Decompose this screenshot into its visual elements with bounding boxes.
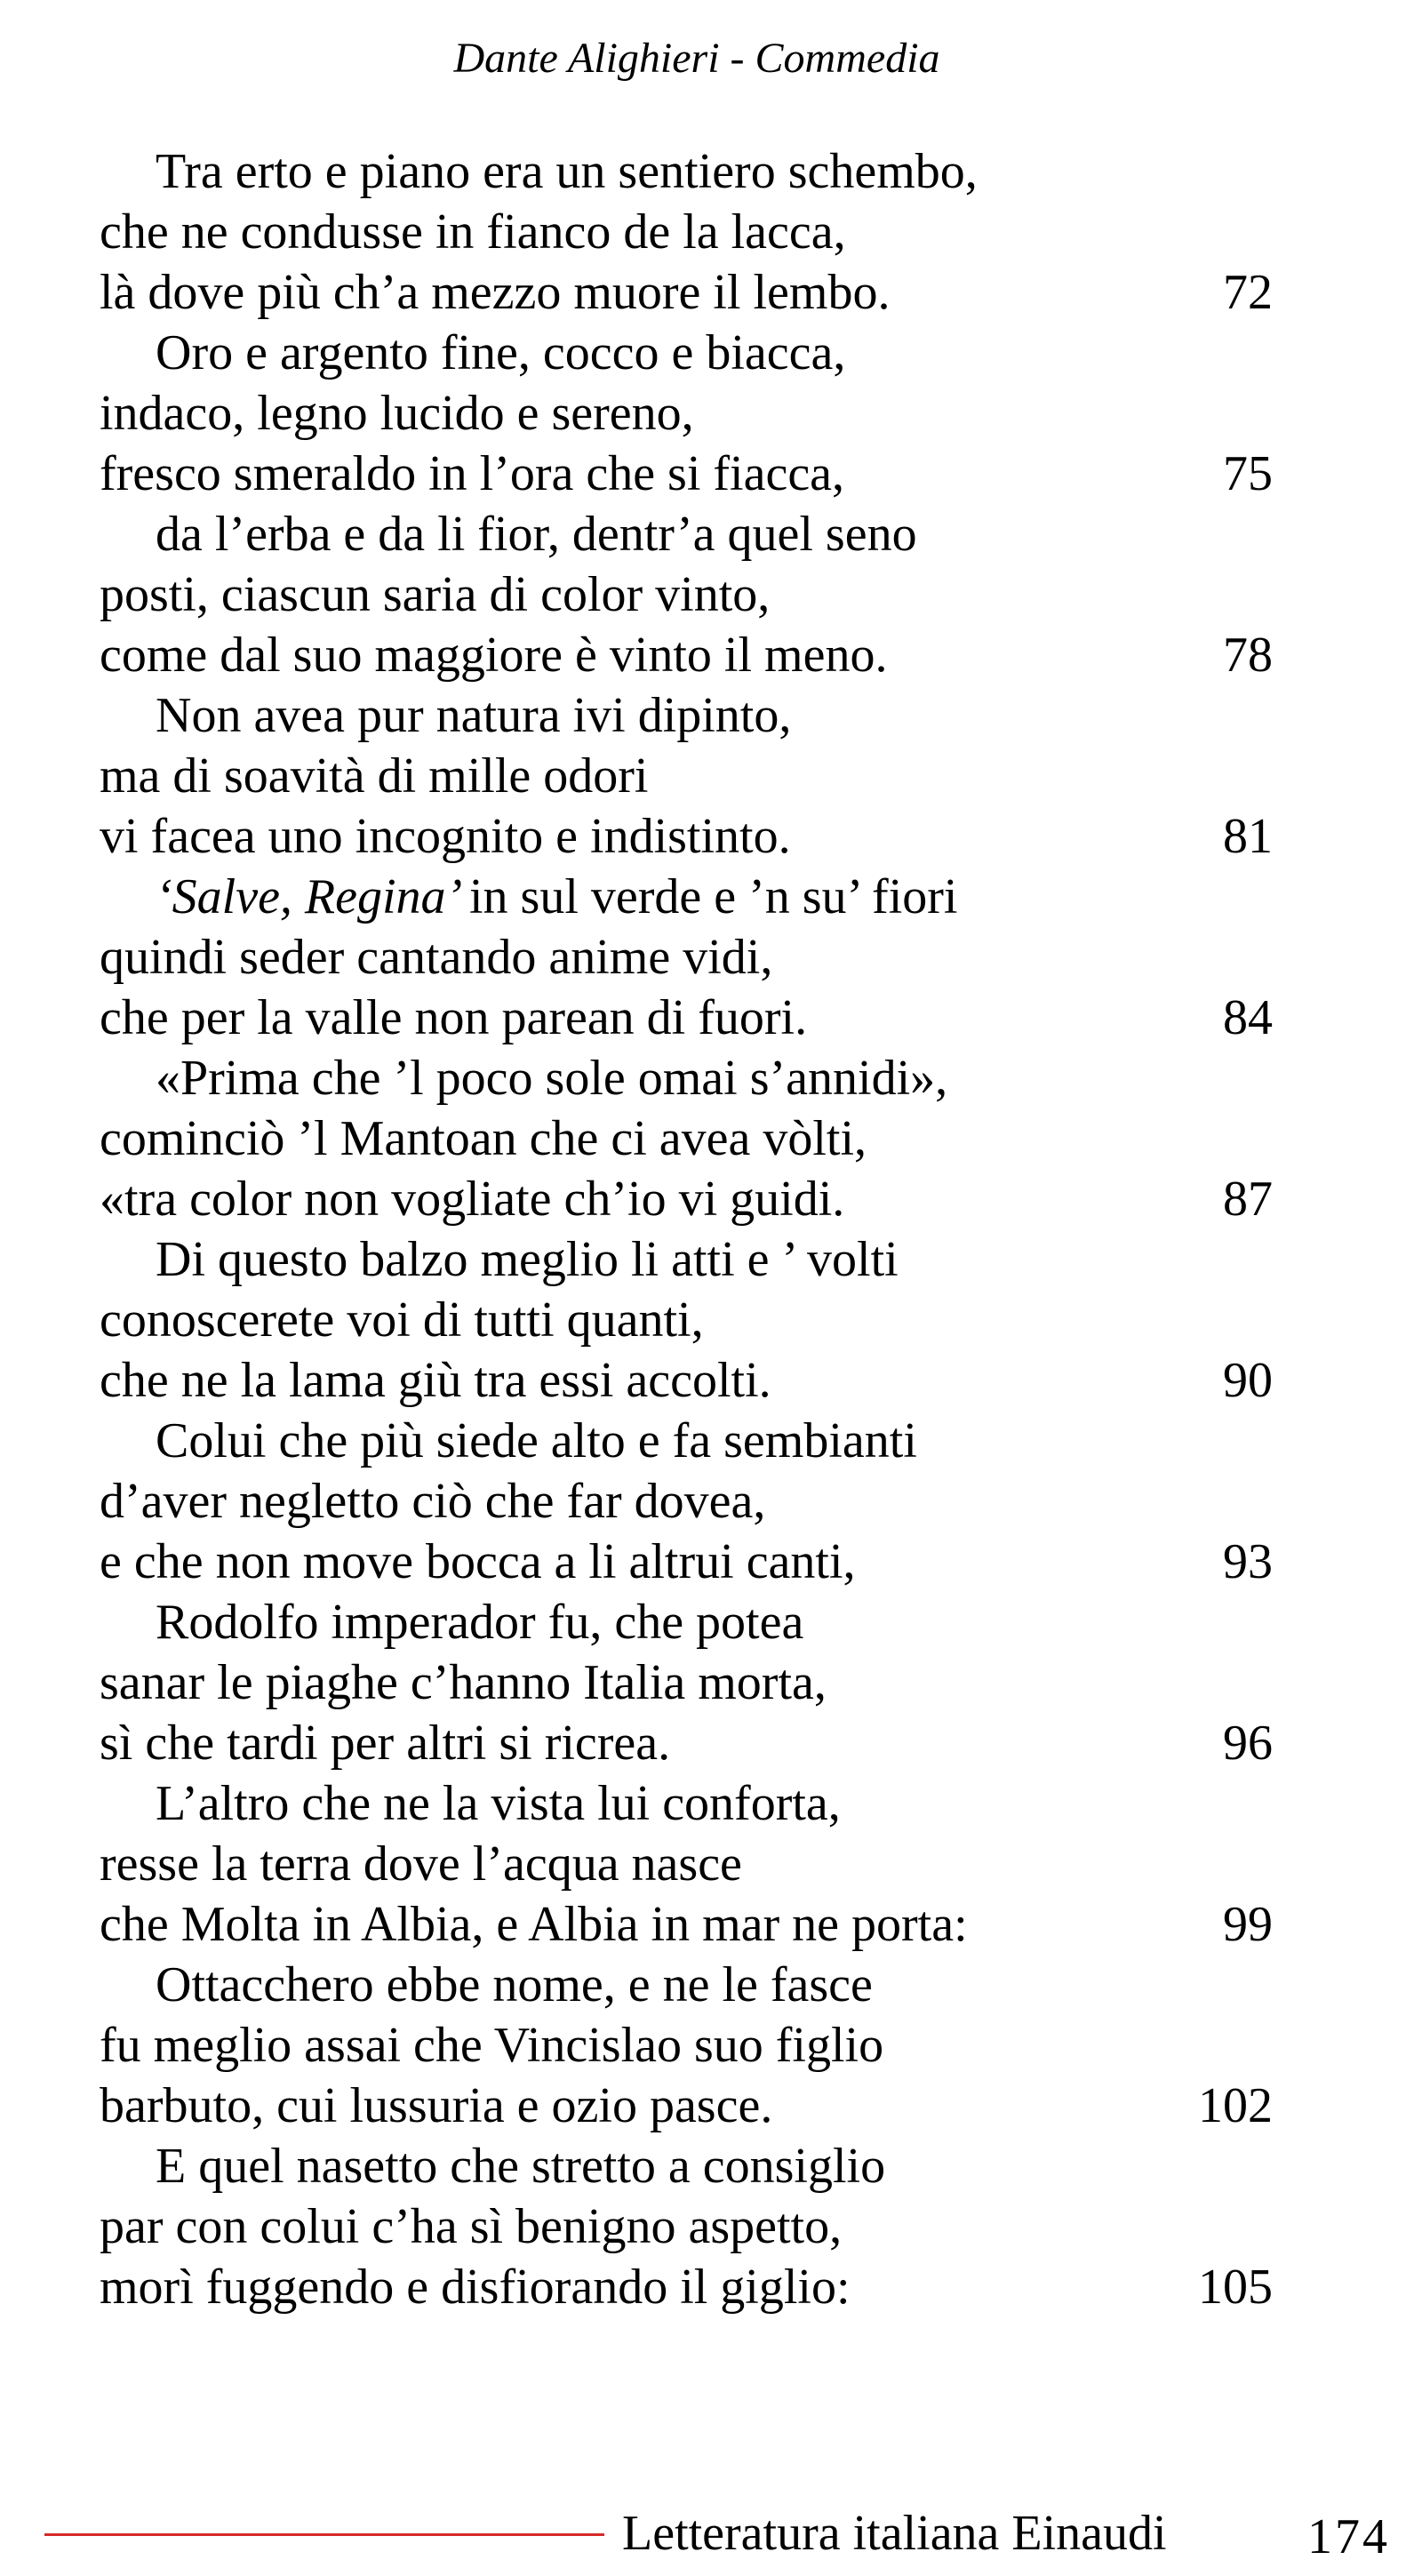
- running-header: Dante Alighieri - Commedia: [453, 35, 940, 82]
- verse-line-number: 105: [1198, 2260, 1273, 2315]
- verse-line: [100, 1894, 1273, 1955]
- verse-line: [100, 1350, 1273, 1411]
- verse-line: [100, 2196, 1255, 2257]
- verse-text: par con colui c’ha sì benigno aspetto,: [100, 2199, 843, 2254]
- verse-line: [100, 1592, 1255, 1652]
- verse-line: [100, 1532, 1273, 1592]
- verse-text: d’aver negletto ciò che far dovea,: [100, 1474, 766, 1529]
- verse-line: [100, 383, 1255, 444]
- verse-line: [100, 1108, 1255, 1169]
- verse-text: sanar le piaghe c’hanno Italia morta,: [100, 1655, 827, 1710]
- verse-line-number: 75: [1223, 446, 1273, 501]
- verse-italic-prefix: ‘Salve, Regina’: [156, 869, 469, 924]
- verse-line: [100, 1169, 1273, 1229]
- page-number: 174: [1307, 2509, 1390, 2564]
- verse-text: che per la valle non parean di fuori.: [100, 990, 808, 1045]
- verse-line: [100, 323, 1255, 383]
- verse-text: Colui che più siede alto e fa sembianti: [156, 1413, 917, 1468]
- verse-text: che ne condusse in fianco de la lacca,: [100, 204, 846, 260]
- verse-line: [100, 141, 1255, 202]
- verse-text: posti, ciascun saria di color vinto,: [100, 567, 771, 622]
- verse-line: [100, 2015, 1255, 2076]
- verse-text: «tra color non vogliate ch’io vi guidi.: [100, 1172, 845, 1227]
- verse-line-number: 99: [1223, 1897, 1273, 1952]
- verse-line-number: 102: [1198, 2078, 1273, 2133]
- verse-line: [100, 2136, 1255, 2196]
- verse-line: [100, 625, 1273, 685]
- verse-line: [100, 1290, 1255, 1350]
- verse-line-number: 84: [1223, 990, 1273, 1045]
- verse-line: [100, 504, 1255, 564]
- footer-rule: [44, 2533, 604, 2536]
- verse-line: [100, 2076, 1273, 2136]
- verse-line: [100, 1411, 1255, 1471]
- verse-text: «Prima che ’l poco sole omai s’annidi»,: [156, 1051, 948, 1106]
- verse-line-number: 81: [1223, 809, 1273, 864]
- verse-text: quindi seder cantando anime vidi,: [100, 930, 773, 985]
- verse-line: [100, 1713, 1273, 1773]
- verse-text: resse la terra dove l’acqua nasce: [100, 1836, 742, 1892]
- verse-line: [100, 262, 1273, 323]
- verse-line: [100, 867, 1255, 927]
- verse-text: E quel nasetto che stretto a consiglio: [156, 2139, 886, 2194]
- verse-line-number: 90: [1223, 1353, 1273, 1408]
- verse-line: [100, 1471, 1255, 1532]
- verse-line: [100, 1229, 1255, 1290]
- verse-line: [100, 1652, 1255, 1713]
- verse-line: [100, 806, 1273, 867]
- verse-text: sì che tardi per altri si ricrea.: [100, 1716, 671, 1771]
- verse-text: come dal suo maggiore è vinto il meno.: [100, 628, 888, 683]
- verse-text: da l’erba e da li fior, dentr’a quel seno: [156, 507, 917, 562]
- verse-text: cominciò ’l Mantoan che ci avea vòlti,: [100, 1111, 867, 1166]
- verse-text: Oro e argento fine, cocco e biacca,: [156, 325, 846, 380]
- verse-line: [100, 1048, 1255, 1108]
- verse-line: [100, 2257, 1273, 2317]
- verse-line: [100, 202, 1255, 262]
- verse-text: conoscerete voi di tutti quanti,: [100, 1292, 704, 1348]
- footer-publisher: Letteratura italiana Einaudi: [622, 2506, 1167, 2561]
- verse-block: [100, 141, 1273, 2317]
- verse-line: [100, 444, 1273, 504]
- verse-line: [100, 1955, 1255, 2015]
- verse-line: [100, 685, 1255, 746]
- verse-text: e che non move bocca a li altrui canti,: [100, 1534, 856, 1589]
- verse-text: fu meglio assai che Vincislao suo figlio: [100, 2018, 884, 2073]
- verse-line: [100, 1834, 1255, 1894]
- verse-text: Di questo balzo meglio li atti e ’ volti: [156, 1232, 899, 1287]
- verse-text: ma di soavità di mille odori: [100, 748, 649, 804]
- verse-text: L’altro che ne la vista lui conforta,: [156, 1776, 841, 1831]
- verse-text: là dove più ch’a mezzo muore il lembo.: [100, 265, 891, 320]
- verse-text: [100, 869, 957, 924]
- verse-line: [100, 564, 1255, 625]
- verse-text: Non avea pur natura ivi dipinto,: [156, 688, 792, 743]
- verse-text: barbuto, cui lussuria e ozio pasce.: [100, 2078, 773, 2133]
- verse-line: [100, 988, 1273, 1048]
- verse-line-number: 78: [1223, 628, 1273, 683]
- verse-text: Rodolfo imperador fu, che potea: [156, 1595, 804, 1650]
- verse-text: Ottacchero ebbe nome, e ne le fasce: [156, 1957, 873, 2012]
- verse-line-number: 96: [1223, 1716, 1273, 1771]
- verse-line: [100, 746, 1255, 806]
- verse-text: che ne la lama giù tra essi accolti.: [100, 1353, 771, 1408]
- verse-text: Tra erto e piano era un sentiero schembo,: [156, 144, 978, 199]
- verse-line-number: 87: [1223, 1172, 1273, 1227]
- verse-text: che Molta in Albia, e Albia in mar ne porta:: [100, 1897, 968, 1952]
- verse-text: fresco smeraldo in l’ora che si fiacca,: [100, 446, 845, 501]
- verse-text: indaco, legno lucido e sereno,: [100, 386, 694, 441]
- verse-line: [100, 927, 1255, 988]
- verse-line-number: 93: [1223, 1534, 1273, 1589]
- verse-line-number: 72: [1223, 265, 1273, 320]
- verse-text-rest: in sul verde e ’n su’ fiori: [468, 869, 958, 924]
- verse-text: vi facea uno incognito e indistinto.: [100, 809, 791, 864]
- page-footer: [0, 2505, 1422, 2576]
- verse-line: [100, 1773, 1255, 1834]
- verse-text: morì fuggendo e disfiorando il giglio:: [100, 2260, 851, 2315]
